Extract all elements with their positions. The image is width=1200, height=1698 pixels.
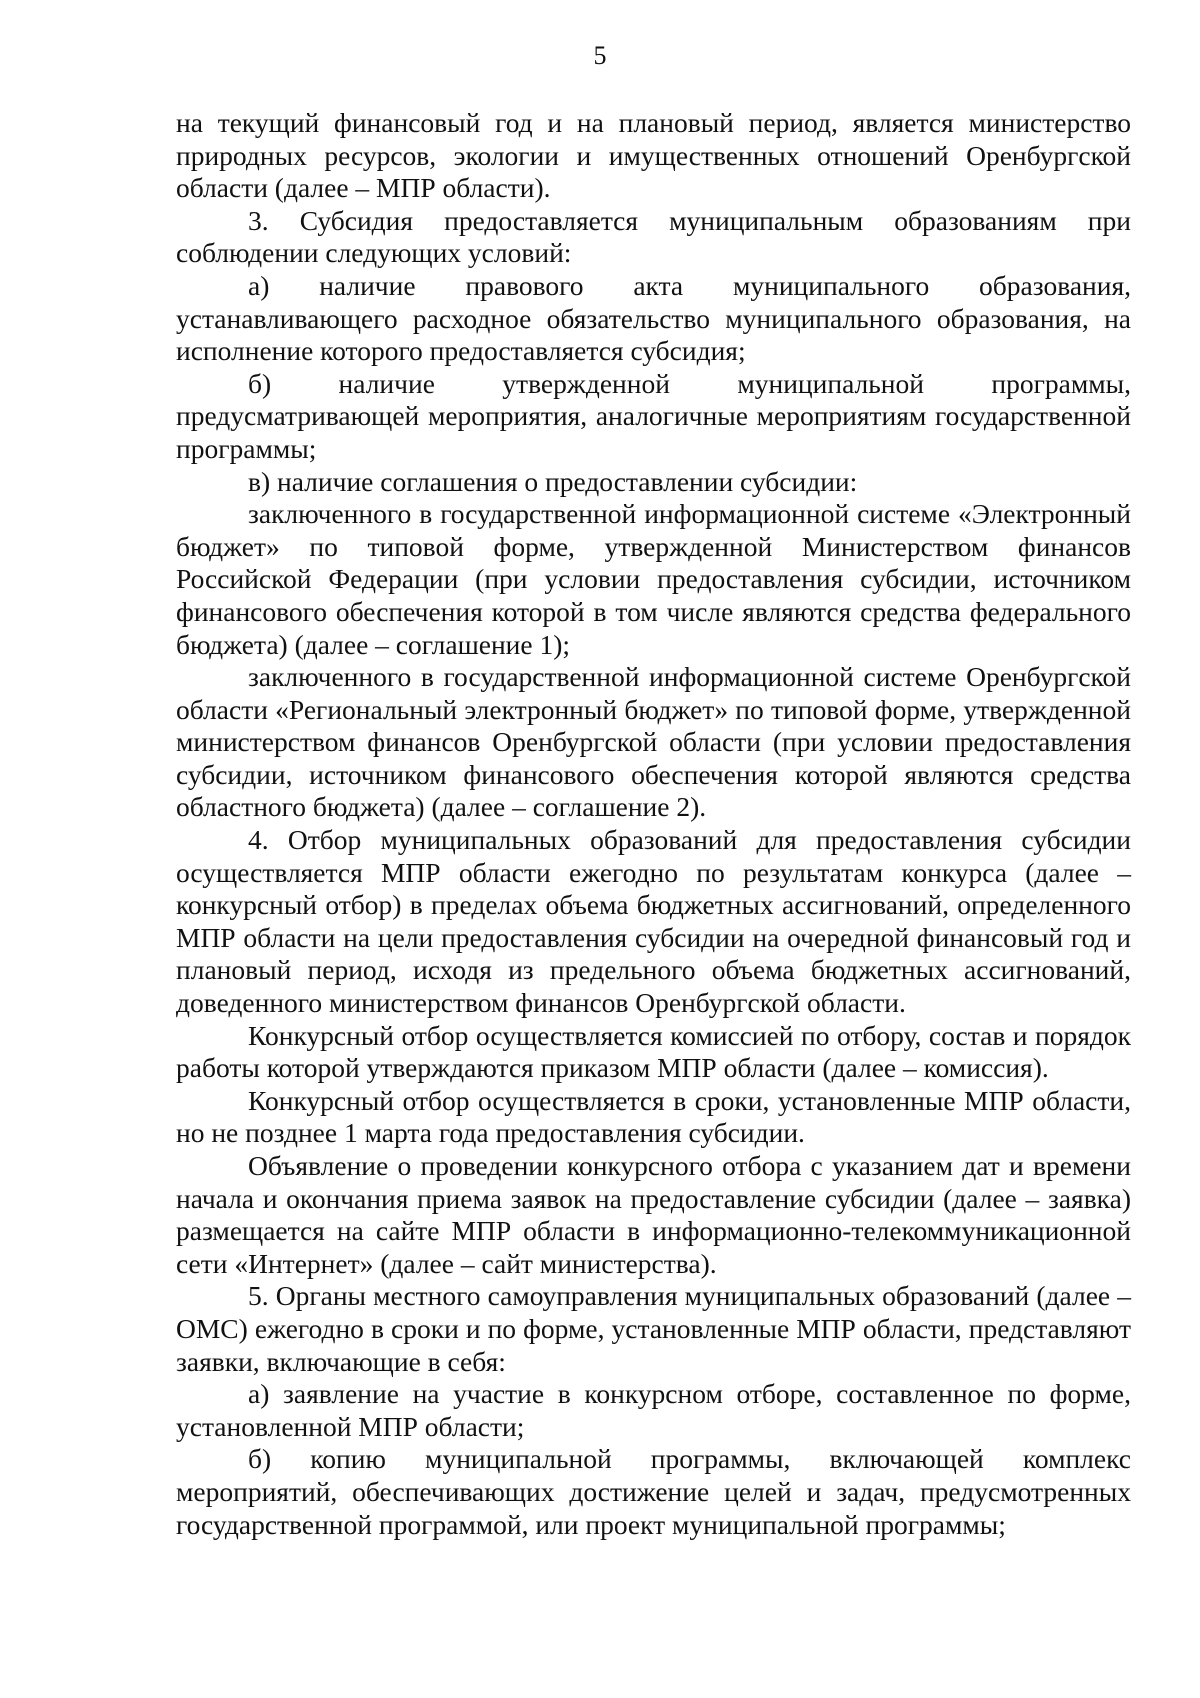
paragraph: б) копию муниципальной программы, включающей комплекс мероприятий, обеспечивающих достижение целей и задач, предусмотренных государственной программой, или проект муниципальной программы; (176, 1443, 1131, 1540)
paragraph: 3. Субсидия предоставляется муниципальным образованиям при соблюдении следующих условий: (176, 204, 1131, 269)
paragraph: 5. Органы местного самоуправления муниципальных образований (далее – ОМС) ежегодно в сроки и по форме, установленные МПР области, представляют заявки, включающие в себя: (176, 1280, 1131, 1377)
paragraph: заключенного в государственной информационной системе Оренбургской области «Региональный электронный бюджет» по типовой форме, утвержденной министерством финансов Оренбургской области (при условии предоставления субсидии, источником финансового обеспечения которой являются средства областного бюджета) (далее – соглашение 2). (176, 661, 1131, 823)
paragraph: Объявление о проведении конкурсного отбора с указанием дат и времени начала и окончания приема заявок на предоставление субсидии (далее – заявка) размещается на сайте МПР области в информационно-телекоммуникационной сети «Интернет» (далее – сайт министерства). (176, 1150, 1131, 1279)
paragraph: а) заявление на участие в конкурсном отборе, составленное по форме, установленной МПР области; (176, 1378, 1131, 1442)
paragraph: на текущий финансовый год и на плановый период, является министерство природных ресурсов, экологии и имущественных отношений Оренбургской области (далее – МПР области). (176, 107, 1131, 204)
paragraph: Конкурсный отбор осуществляется комиссией по отбору, состав и порядок работы которой утверждаются приказом МПР области (далее – комиссия). (176, 1019, 1131, 1084)
paragraph: б) наличие утвержденной муниципальной программы, предусматривающей мероприятия, аналогичные мероприятиям государственной программы; (176, 367, 1131, 464)
paragraph: а) наличие правового акта муниципального образования, устанавливающего расходное обязательство муниципального образования, на исполнение которого предоставляется субсидия; (176, 269, 1131, 367)
paragraph: Конкурсный отбор осуществляется в сроки, установленные МПР области, но не позднее 1 марта года предоставления субсидии. (176, 1084, 1131, 1149)
page-number: 5 (593, 41, 607, 70)
paragraph: заключенного в государственной информационной системе «Электронный бюджет» по типовой форме, утвержденной Министерством финансов Российской Федерации (при условии предоставления субсидии, источником финансового обеспечения которой в том числе являются средства федерального бюджета) (далее – соглашение 1); (176, 498, 1131, 660)
paragraph: 4. Отбор муниципальных образований для предоставления субсидии осуществляется МПР области ежегодно по результатам конкурса (далее – конкурсный отбор) в пределах объема бюджетных ассигнований, определенного МПР области на цели предоставления субсидии на очередной финансовый год и плановый период, исходя из предельного объема бюджетных ассигнований, доведенного министерством финансов Оренбургской области. (176, 824, 1131, 1019)
document-body (176, 107, 1131, 1541)
paragraph: в) наличие соглашения о предоставлении субсидии: (248, 465, 858, 497)
